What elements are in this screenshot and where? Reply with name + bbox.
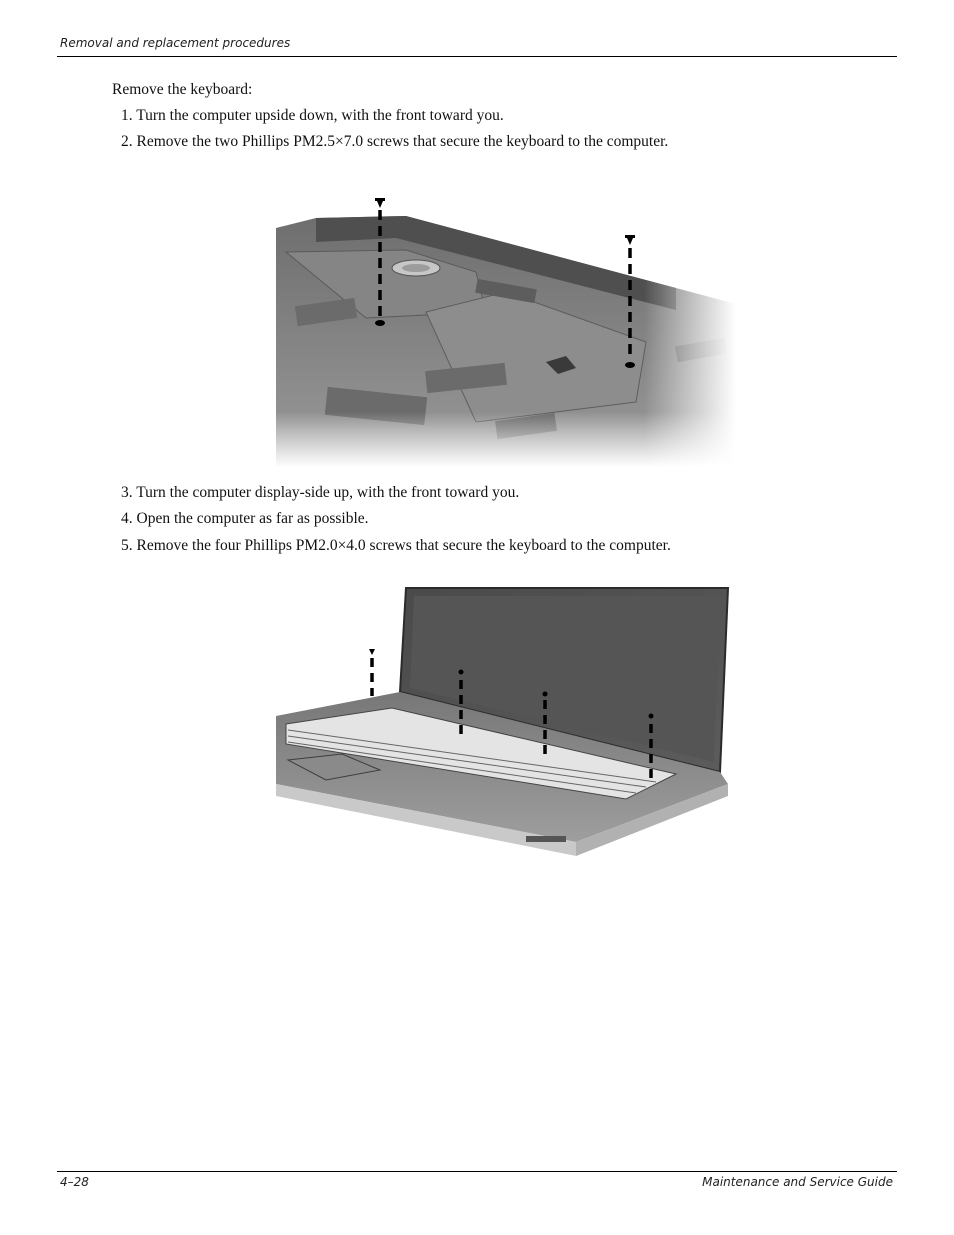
keyboard-screw-3	[543, 692, 548, 757]
header-rule	[57, 56, 897, 57]
running-header: Removal and replacement procedures	[60, 36, 291, 50]
step-2: 2. Remove the two Phillips PM2.5×7.0 screws that secure the keyboard to the computer.	[121, 133, 669, 150]
keyboard-view-illustration	[276, 584, 736, 869]
intro-text: Remove the keyboard:	[112, 81, 253, 98]
step-5: 5. Remove the four Phillips PM2.0×4.0 screws that secure the keyboard to the computer.	[121, 537, 671, 554]
step-4: 4. Open the computer as far as possible.	[121, 510, 369, 527]
footer-rule	[57, 1171, 897, 1172]
bottom-view-illustration	[276, 192, 736, 467]
guide-title: Maintenance and Service Guide	[702, 1175, 893, 1189]
step-3: 3. Turn the computer display-side up, with the front toward you.	[121, 484, 520, 501]
step-1: 1. Turn the computer upside down, with the front toward you.	[121, 107, 504, 124]
page-number: 4–28	[60, 1175, 89, 1189]
keyboard-screw-1	[369, 649, 375, 696]
